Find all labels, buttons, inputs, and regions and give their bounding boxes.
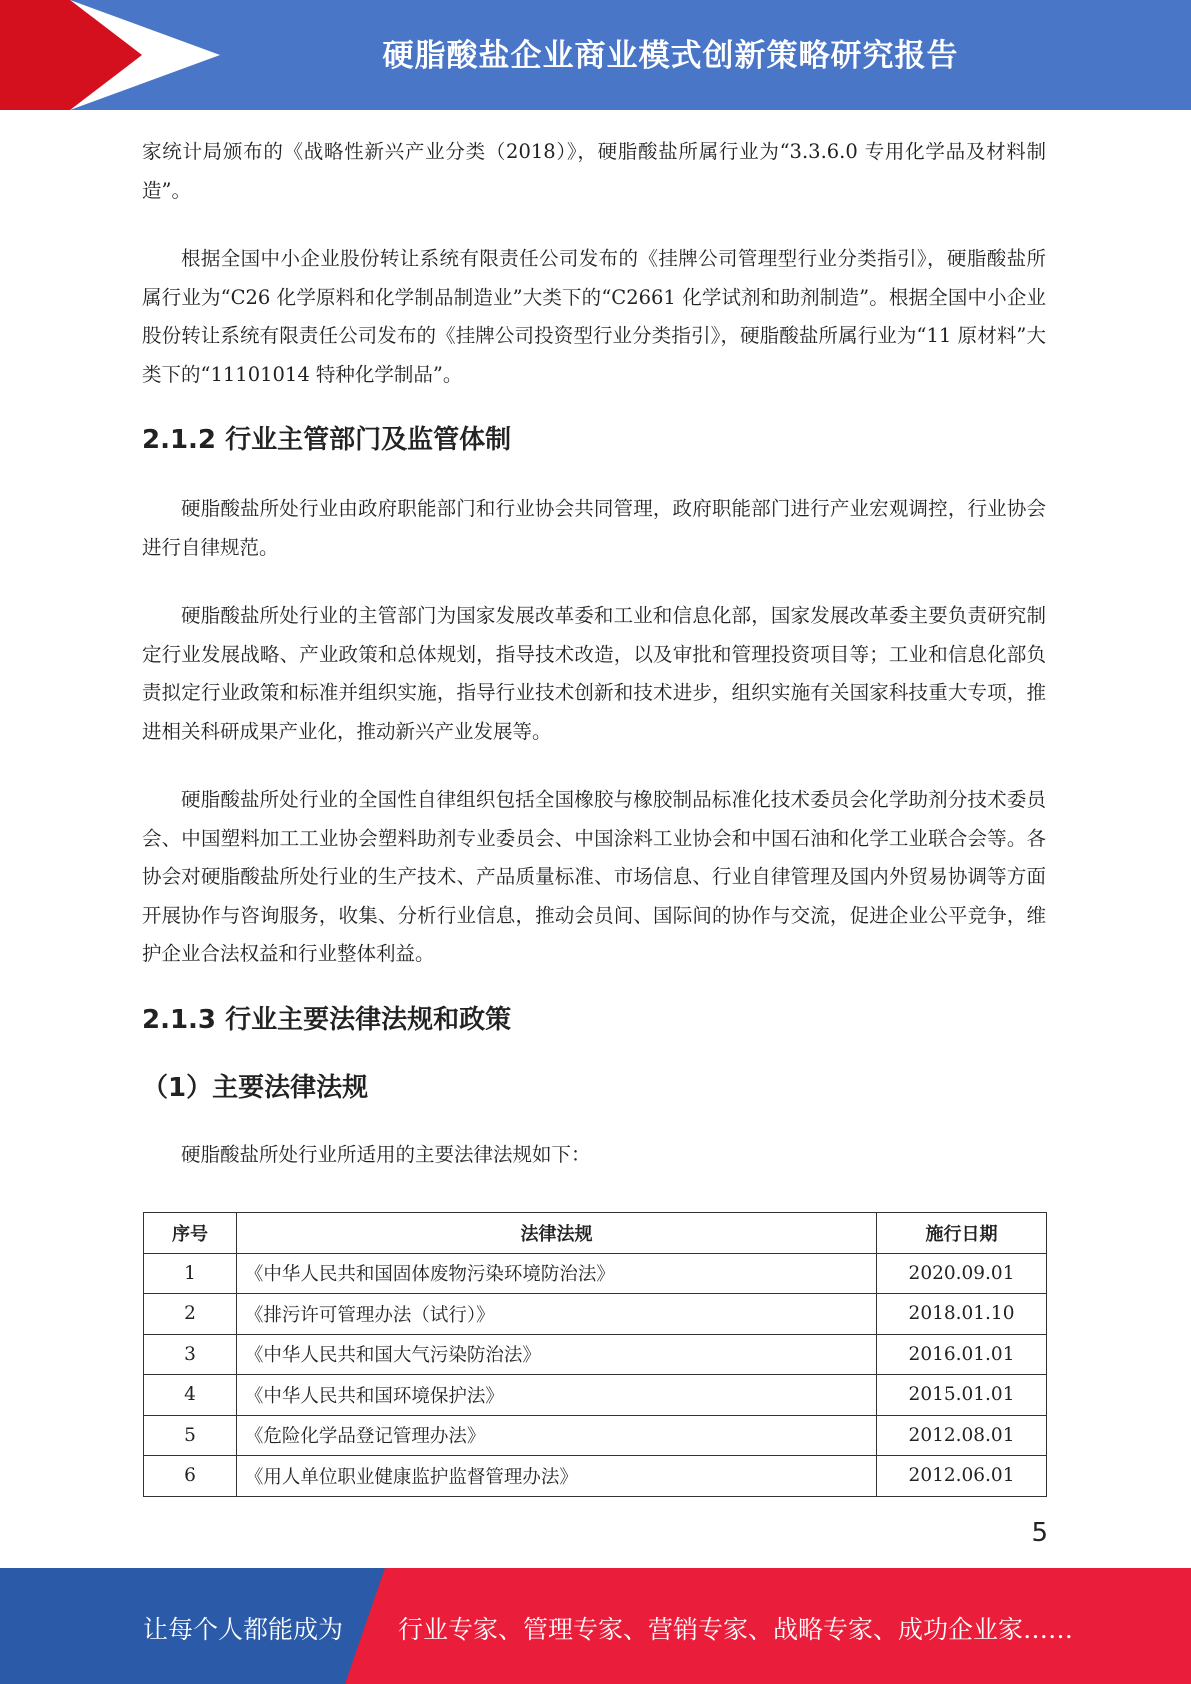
- table-header-row: [144, 1213, 1047, 1254]
- paragraph-neeq-classification: 根据全国中小企业股份转让系统有限责任公司发布的《挂牌公司管理型行业分类指引》，硬脂酸盐所属行业为“C26 化学原料和化学制品制造业”大类下的“C2661 化学试剂和助剂制造”。根据全国中小企业股份转让系统有限责任公司发布的《挂牌公司投资型行业分类指引》，硬脂酸盐所属行业为“11 原材料”大类下的“11101014 特种化学制品”。: [142, 247, 1046, 386]
- laws-table: [143, 1212, 1047, 1497]
- row-law: 《危险化学品登记管理办法》: [236, 1415, 876, 1456]
- paragraph-laws-intro: 硬脂酸盐所处行业所适用的主要法律法规如下：: [181, 1142, 591, 1166]
- paragraph-competent-authorities: 硬脂酸盐所处行业的主管部门为国家发展改革委和工业和信息化部，国家发展改革委主要负责研究制定行业发展战略、产业政策和总体规划，指导技术改造，以及审批和管理投资项目等；工业和信息化部负责拟定行业政策和标准并组织实施，指导行业技术创新和技术进步，组织实施有关国家科技重大专项，推进相关科研成果产业化，推动新兴产业发展等。: [142, 604, 1046, 743]
- row-date: 2012.08.01: [877, 1415, 1047, 1456]
- row-law: 《中华人民共和国环境保护法》: [236, 1375, 876, 1416]
- column-header-law: 法律法规: [236, 1213, 876, 1254]
- table-row: [144, 1294, 1047, 1335]
- row-number: 6: [144, 1456, 237, 1497]
- table-row: [144, 1456, 1047, 1497]
- document-body: [142, 133, 1046, 1174]
- table-row: [144, 1334, 1047, 1375]
- header-chevron-red: [70, 0, 142, 110]
- footer-slogan-left: 让每个人都能成为: [143, 1615, 344, 1644]
- report-title: 硬脂酸盐企业商业模式创新策略研究报告: [382, 38, 959, 74]
- header-banner: [0, 0, 1191, 110]
- row-date: 2016.01.01: [877, 1334, 1047, 1375]
- row-date: 2020.09.01: [877, 1253, 1047, 1294]
- paragraph-self-regulatory-organizations: 硬脂酸盐所处行业的全国性自律组织包括全国橡胶与橡胶制品标准化技术委员会化学助剂分技术委员会、中国塑料加工工业协会塑料助剂专业委员会、中国涂料工业协会和中国石油和化学工业联合会等。各协会对硬脂酸盐所处行业的生产技术、产品质量标准、市场信息、行业自律管理及国内外贸易协调等方面开展协作与咨询服务，收集、分析行业信息，推动会员间、国际间的协作与交流，促进企业公平竞争，维护企业合法权益和行业整体利益。: [142, 788, 1046, 965]
- row-law: 《中华人民共和国固体废物污染环境防治法》: [236, 1253, 876, 1294]
- table-page-break-mask: [140, 1498, 1052, 1518]
- row-law: 《中华人民共和国大气污染防治法》: [236, 1334, 876, 1375]
- row-number: 2: [144, 1294, 237, 1335]
- page-number: 5: [1031, 1518, 1048, 1548]
- paragraph-classification-continued: 家统计局颁布的《战略性新兴产业分类（2018）》，硬脂酸盐所属行业为“3.3.6.0 专用化学品及材料制造”。: [142, 140, 1046, 202]
- paragraph-regulation-overview: 硬脂酸盐所处行业由政府职能部门和行业协会共同管理，政府职能部门进行产业宏观调控，行业协会进行自律规范。: [142, 497, 1046, 559]
- section-heading-2-1-3: 2.1.3 行业主要法律法规和政策: [142, 1004, 512, 1035]
- row-date: 2012.06.01: [877, 1456, 1047, 1497]
- subsection-heading-laws: （1）主要法律法规: [142, 1072, 369, 1103]
- table-row: [144, 1415, 1047, 1456]
- row-date: 2018.01.10: [877, 1294, 1047, 1335]
- row-number: 5: [144, 1415, 237, 1456]
- row-date: 2015.01.01: [877, 1375, 1047, 1416]
- footer-slogan-right: 行业专家、管理专家、营销专家、战略专家、成功企业家……: [398, 1615, 1074, 1644]
- section-heading-2-1-2: 2.1.2 行业主管部门及监管体制: [142, 425, 512, 455]
- footer-banner: [0, 1568, 1191, 1684]
- row-number: 3: [144, 1334, 237, 1375]
- header-red-block: [0, 0, 70, 110]
- row-law: 《用人单位职业健康监护监督管理办法》: [236, 1456, 876, 1497]
- column-header-effective-date: 施行日期: [877, 1213, 1047, 1254]
- row-law: 《排污许可管理办法（试行）》: [236, 1294, 876, 1335]
- column-header-number: 序号: [144, 1213, 237, 1254]
- row-number: 1: [144, 1253, 237, 1294]
- row-number: 4: [144, 1375, 237, 1416]
- table-row: [144, 1253, 1047, 1294]
- table-row: [144, 1375, 1047, 1416]
